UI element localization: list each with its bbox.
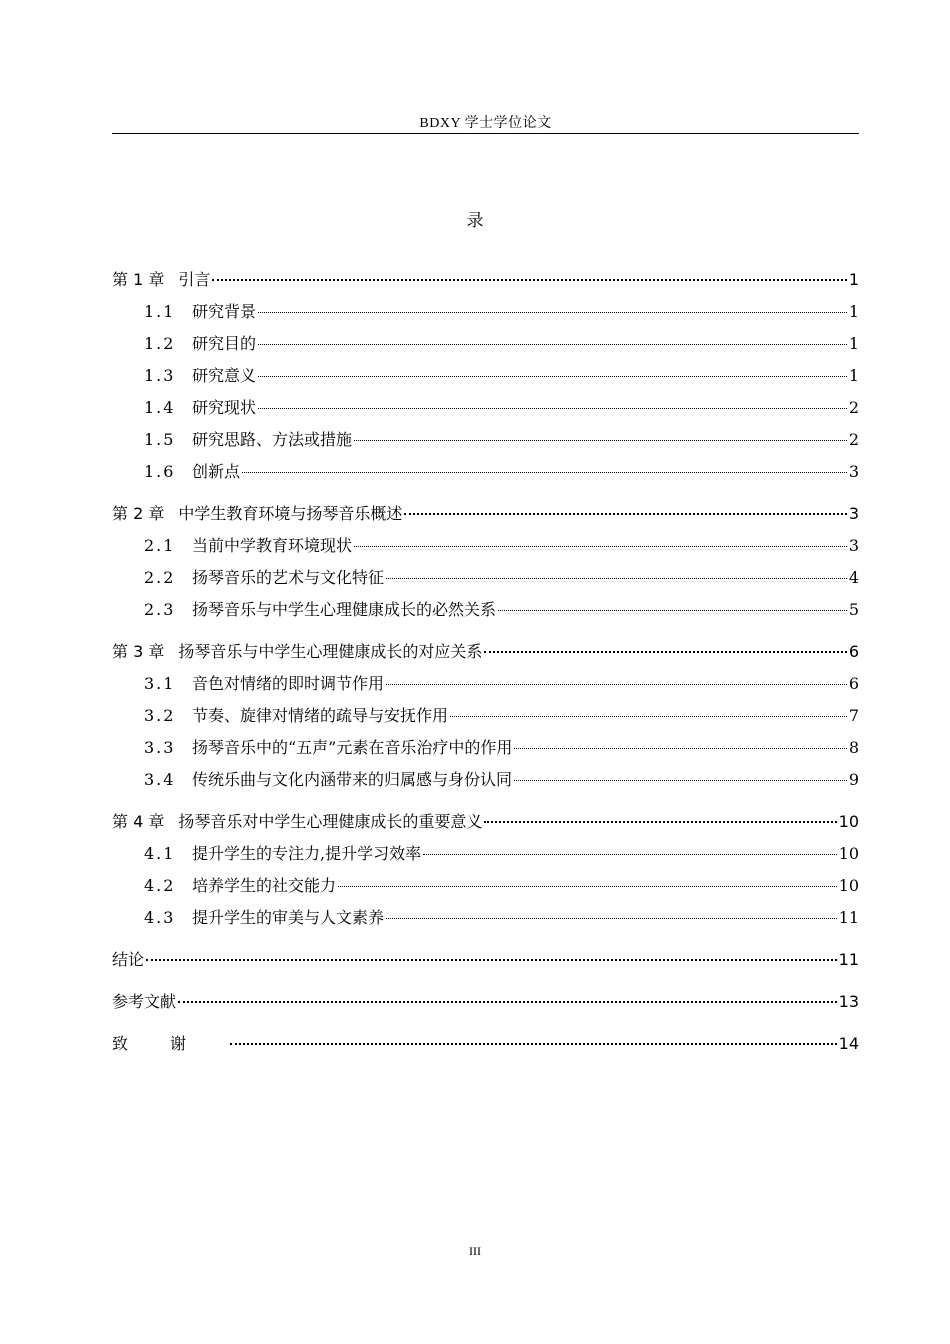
entry-page-number: 4 <box>848 568 859 587</box>
toc-section-entry[interactable] <box>112 530 859 562</box>
section-number: 1.6 <box>144 462 176 481</box>
entry-title: 提升学生的专注力,提升学习效率 <box>192 844 422 863</box>
dot-leader <box>230 1043 837 1045</box>
toc-chapter-entry[interactable] <box>112 944 859 976</box>
entry-title: 参考文献 <box>112 992 177 1011</box>
toc-section-entry[interactable] <box>112 328 859 360</box>
section-number: 3.1 <box>144 674 176 693</box>
section-number: 3.3 <box>144 738 176 757</box>
entry-page-number: 3 <box>848 504 859 523</box>
entry-page-number: 11 <box>838 950 859 969</box>
entry-title: 创新点 <box>192 462 241 481</box>
toc-entry-label <box>112 1028 228 1060</box>
entry-page-number: 1 <box>848 366 859 385</box>
entry-title: 扬琴音乐与中学生心理健康成长的对应关系 <box>178 642 483 661</box>
running-header: BDXY 学士学位论文 <box>419 116 552 131</box>
dot-leader <box>514 748 846 749</box>
entry-page-number: 13 <box>838 992 859 1011</box>
toc-entry-label <box>144 838 421 870</box>
entry-page-number: 1 <box>848 302 859 321</box>
toc-entry-label <box>144 296 256 328</box>
dot-leader <box>514 780 847 781</box>
toc-entry-label <box>144 562 384 594</box>
entry-page-number: 1 <box>848 270 859 289</box>
toc-chapter-entry[interactable] <box>112 1028 859 1060</box>
toc-chapter-entry[interactable] <box>112 806 859 838</box>
toc-entry-label <box>112 636 482 668</box>
entry-page-number: 10 <box>838 812 859 831</box>
entry-page-number: 1 <box>848 334 859 353</box>
toc-title: 录 <box>466 211 484 231</box>
section-number: 1.1 <box>144 302 176 321</box>
toc-entry-label <box>112 498 402 530</box>
section-number: 2.1 <box>144 536 176 555</box>
dot-leader <box>338 886 837 887</box>
section-number: 3.2 <box>144 706 176 725</box>
dot-leader <box>242 472 847 473</box>
toc-entry-label <box>112 264 210 296</box>
entry-page-number: 2 <box>848 430 859 449</box>
dot-leader <box>450 716 847 717</box>
section-number: 3.4 <box>144 770 176 789</box>
entry-page-number: 10 <box>838 844 859 863</box>
toc-chapter-entry[interactable] <box>112 636 859 668</box>
toc-entry-label <box>144 530 352 562</box>
section-number: 2.2 <box>144 568 176 587</box>
entry-title: 结论 <box>112 950 145 969</box>
toc-section-entry[interactable] <box>112 668 859 700</box>
section-number: 1.3 <box>144 366 176 385</box>
entry-title: 扬琴音乐对中学生心理健康成长的重要意义 <box>178 812 483 831</box>
entry-title: 扬琴音乐中的“五声”元素在音乐治疗中的作用 <box>192 738 513 757</box>
toc-entry-label <box>144 870 336 902</box>
entry-page-number: 6 <box>848 674 859 693</box>
section-number: 1.5 <box>144 430 176 449</box>
entry-page-number: 11 <box>838 908 859 927</box>
toc-chapter-entry[interactable] <box>112 498 859 530</box>
page-number: III <box>469 1244 481 1258</box>
toc-section-entry[interactable] <box>112 764 859 796</box>
entry-title: 培养学生的社交能力 <box>192 876 337 895</box>
entry-title: 当前中学教育环境现状 <box>192 536 353 555</box>
dot-leader <box>498 610 847 611</box>
toc-entry-label <box>144 328 256 360</box>
entry-page-number: 8 <box>848 738 859 757</box>
dot-leader <box>484 651 846 653</box>
toc-section-entry[interactable] <box>112 700 859 732</box>
toc-section-entry[interactable] <box>112 562 859 594</box>
entry-title: 致谢 <box>112 1034 229 1053</box>
section-number: 4.1 <box>144 844 176 863</box>
toc-entry-label <box>144 700 448 732</box>
toc-chapter-entry[interactable] <box>112 986 859 1018</box>
toc-entry-label <box>112 944 144 976</box>
entry-title: 研究现状 <box>192 398 257 417</box>
section-number: 4.2 <box>144 876 176 895</box>
toc-entry-label <box>144 392 256 424</box>
dot-leader <box>354 546 847 547</box>
toc-entry-label <box>144 732 512 764</box>
toc-section-entry[interactable] <box>112 902 859 934</box>
toc-entry-label <box>144 902 384 934</box>
entry-page-number: 3 <box>848 536 859 555</box>
toc-section-entry[interactable] <box>112 392 859 424</box>
entry-title: 引言 <box>178 270 211 289</box>
dot-leader <box>258 312 847 313</box>
dot-leader <box>258 408 847 409</box>
chapter-number: 第 4 章 <box>112 812 165 831</box>
toc-section-entry[interactable] <box>112 594 859 626</box>
toc-section-entry[interactable] <box>112 732 859 764</box>
toc-section-entry[interactable] <box>112 360 859 392</box>
toc-entry-label <box>144 668 384 700</box>
toc-section-entry[interactable] <box>112 296 859 328</box>
entry-page-number: 5 <box>848 600 859 619</box>
dot-leader <box>386 918 837 919</box>
dot-leader <box>258 376 847 377</box>
section-number: 1.2 <box>144 334 176 353</box>
toc-section-entry[interactable] <box>112 424 859 456</box>
toc-entry-label <box>144 764 512 796</box>
dot-leader <box>484 821 836 823</box>
chapter-number: 第 3 章 <box>112 642 165 661</box>
entry-page-number: 14 <box>838 1034 859 1053</box>
entry-page-number: 2 <box>848 398 859 417</box>
entry-page-number: 7 <box>848 706 859 725</box>
toc-section-entry[interactable] <box>112 456 859 488</box>
section-number: 4.3 <box>144 908 176 927</box>
entry-title: 提升学生的审美与人文素养 <box>192 908 385 927</box>
toc-section-entry[interactable] <box>112 870 859 902</box>
entry-title: 研究意义 <box>192 366 257 385</box>
entry-title: 中学生教育环境与扬琴音乐概述 <box>178 504 403 523</box>
toc-entry-label <box>112 806 482 838</box>
entry-title: 研究背景 <box>192 302 257 321</box>
dot-leader <box>386 684 847 685</box>
dot-leader <box>146 959 837 961</box>
entry-title: 扬琴音乐的艺术与文化特征 <box>192 568 385 587</box>
dot-leader <box>354 440 847 441</box>
dot-leader <box>212 279 846 281</box>
dot-leader <box>423 854 837 855</box>
table-of-contents <box>112 264 859 1060</box>
toc-entry-label <box>144 360 256 392</box>
section-number: 1.4 <box>144 398 176 417</box>
toc-entry-label <box>144 456 240 488</box>
toc-section-entry[interactable] <box>112 838 859 870</box>
entry-page-number: 3 <box>848 462 859 481</box>
dot-leader <box>258 344 847 345</box>
entry-title: 研究目的 <box>192 334 257 353</box>
entry-title: 音色对情绪的即时调节作用 <box>192 674 385 693</box>
dot-leader <box>404 513 846 515</box>
entry-title: 传统乐曲与文化内涵带来的归属感与身份认同 <box>192 770 513 789</box>
entry-page-number: 6 <box>848 642 859 661</box>
header-rule <box>112 133 859 134</box>
toc-entry-label <box>112 986 176 1018</box>
toc-entry-label <box>144 424 352 456</box>
chapter-number: 第 2 章 <box>112 504 165 523</box>
entry-title: 研究思路、方法或措施 <box>192 430 353 449</box>
entry-title: 节奏、旋律对情绪的疏导与安抚作用 <box>192 706 449 725</box>
entry-title: 扬琴音乐与中学生心理健康成长的必然关系 <box>192 600 497 619</box>
dot-leader <box>178 1001 837 1003</box>
toc-entry-label <box>144 594 496 626</box>
dot-leader <box>386 578 847 579</box>
entry-page-number: 9 <box>848 770 859 789</box>
section-number: 2.3 <box>144 600 176 619</box>
chapter-number: 第 1 章 <box>112 270 165 289</box>
toc-chapter-entry[interactable] <box>112 264 859 296</box>
entry-page-number: 10 <box>838 876 859 895</box>
